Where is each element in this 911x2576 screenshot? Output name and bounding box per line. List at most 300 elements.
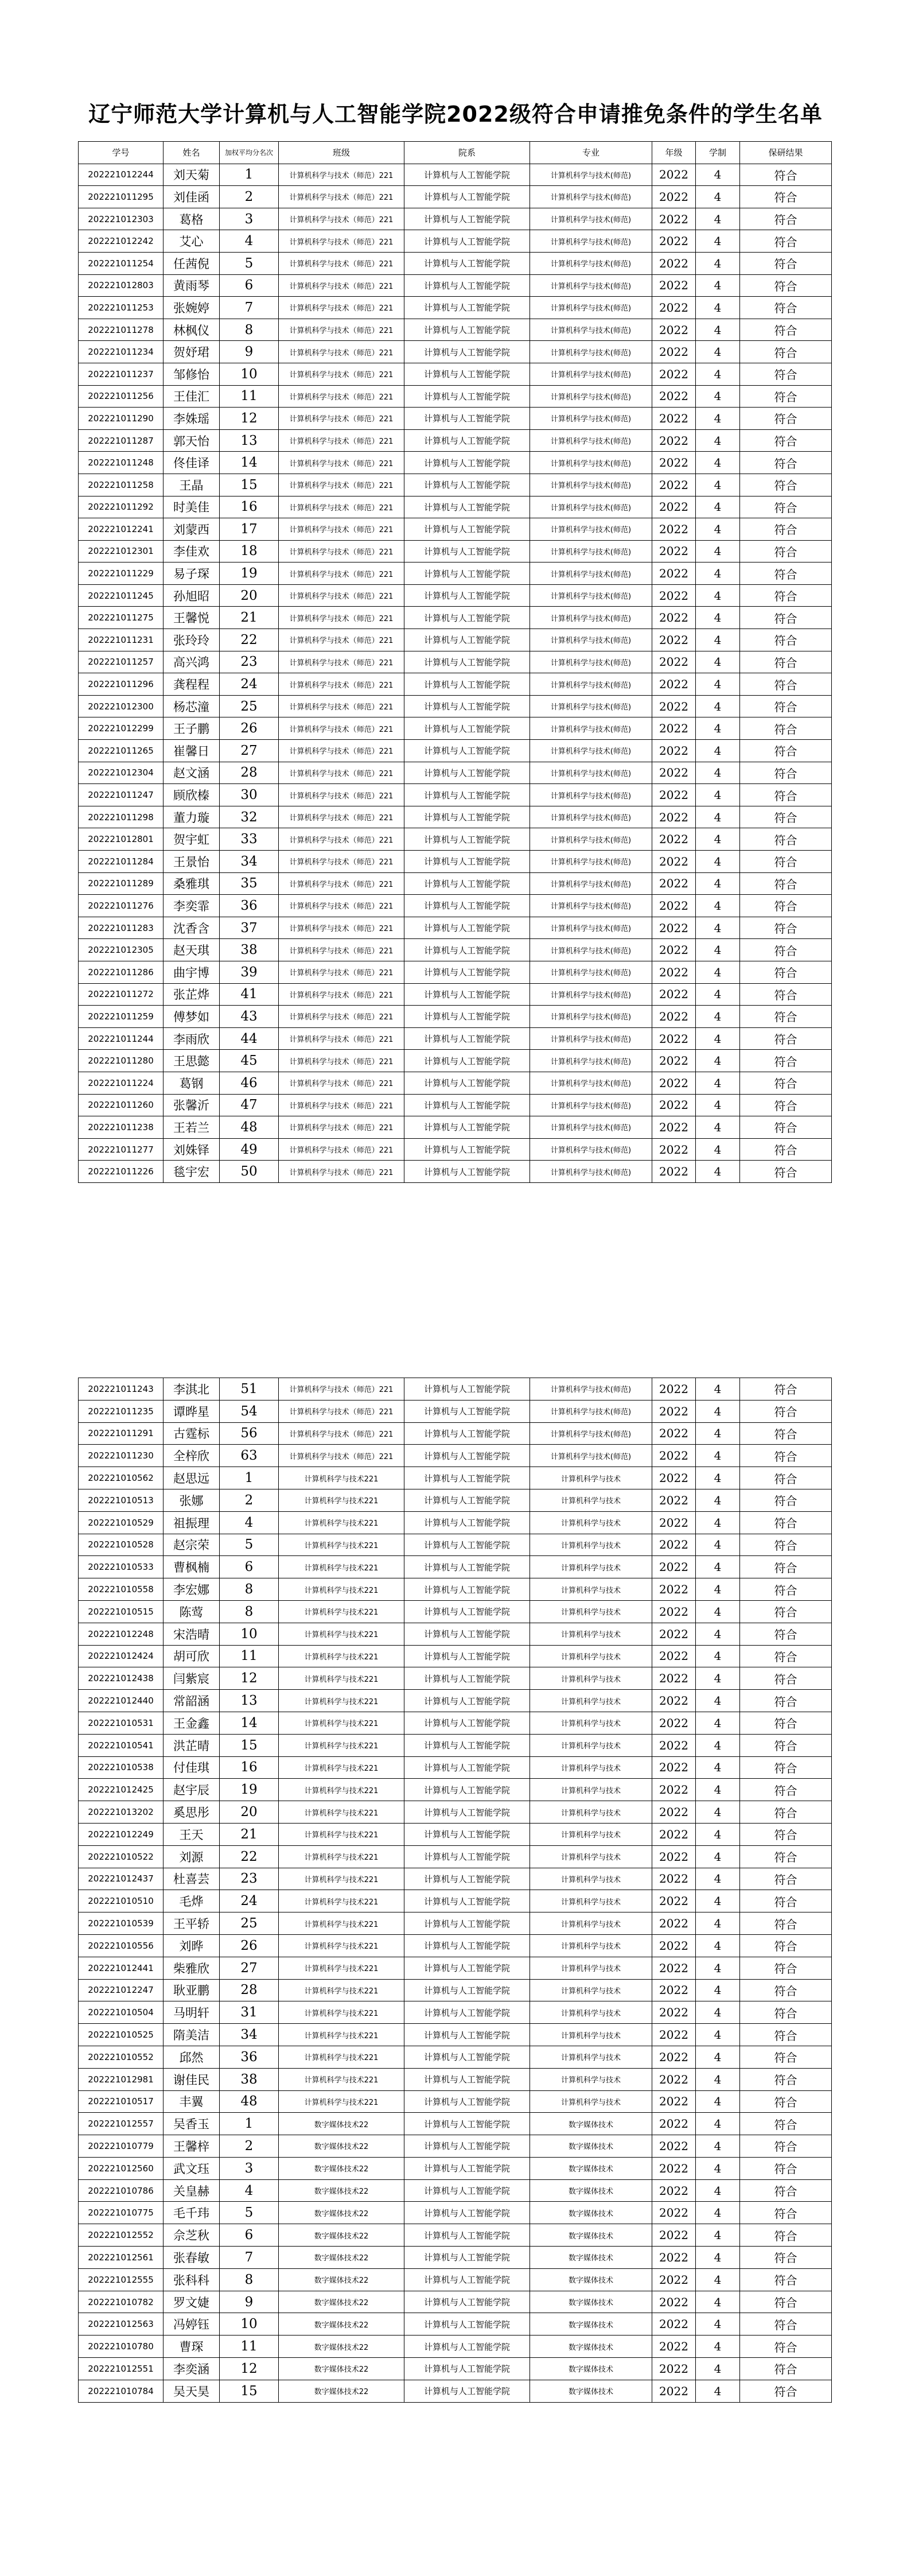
rank-cell: 12 <box>220 1667 279 1690</box>
rank-cell: 11 <box>220 1645 279 1667</box>
major-cell: 计算机科学与技术(师范) <box>530 1400 652 1422</box>
grade-cell: 2022 <box>652 1556 696 1578</box>
rank-cell: 8 <box>220 319 279 341</box>
major-cell: 计算机科学与技术(师范) <box>530 917 652 939</box>
grade-cell: 2022 <box>652 2001 696 2024</box>
school-cell: 计算机与人工智能学院 <box>404 2024 530 2046</box>
result-cell: 符合 <box>740 1779 832 1801</box>
class-cell: 计算机科学与技术221 <box>279 1623 404 1645</box>
student-id-cell: 202221012300 <box>79 695 163 717</box>
class-cell: 计算机科学与技术（师范）221 <box>279 341 404 363</box>
student-id-cell: 202221012247 <box>79 1979 163 2001</box>
major-cell: 计算机科学与技术 <box>530 1556 652 1578</box>
class-cell: 计算机科学与技术（师范）221 <box>279 230 404 253</box>
school-cell: 计算机与人工智能学院 <box>404 2179 530 2202</box>
table-row <box>79 2113 832 2135</box>
rank-cell: 37 <box>220 917 279 939</box>
rank-cell: 4 <box>220 230 279 253</box>
grade-cell: 2022 <box>652 2046 696 2068</box>
table-row <box>79 408 832 430</box>
table-row <box>79 1161 832 1183</box>
grade-cell: 2022 <box>652 1138 696 1161</box>
program-length-cell: 4 <box>696 2001 740 2024</box>
student-name-cell: 易子琛 <box>163 562 220 585</box>
table-row <box>79 1734 832 1756</box>
result-cell: 符合 <box>740 2068 832 2090</box>
rank-cell: 26 <box>220 717 279 740</box>
school-cell: 计算机与人工智能学院 <box>404 341 530 363</box>
result-cell: 符合 <box>740 1645 832 1667</box>
major-cell: 数字媒体技术 <box>530 2113 652 2135</box>
student-id-cell: 202221012557 <box>79 2113 163 2135</box>
student-id-cell: 202221012981 <box>79 2068 163 2090</box>
major-cell: 计算机科学与技术(师范) <box>530 452 652 474</box>
table-row <box>79 2001 832 2024</box>
class-cell: 计算机科学与技术221 <box>279 2090 404 2113</box>
document-title: 辽宁师范大学计算机与人工智能学院2022级符合申请推免条件的学生名单 <box>88 102 823 127</box>
student-name-cell: 吴香玉 <box>163 2113 220 2135</box>
student-name-cell: 张春敏 <box>163 2247 220 2269</box>
school-cell: 计算机与人工智能学院 <box>404 1050 530 1072</box>
student-id-cell: 202221010510 <box>79 1890 163 1912</box>
student-id-cell: 202221010780 <box>79 2336 163 2358</box>
rank-cell: 1 <box>220 1467 279 1489</box>
result-cell: 符合 <box>740 2224 832 2247</box>
school-cell: 计算机与人工智能学院 <box>404 2157 530 2179</box>
rank-cell: 48 <box>220 1116 279 1139</box>
program-length-cell: 4 <box>696 2336 740 2358</box>
table-row <box>79 1400 832 1422</box>
student-id-cell: 202221011256 <box>79 385 163 408</box>
class-cell: 计算机科学与技术221 <box>279 1868 404 1890</box>
major-cell: 计算机科学与技术(师范) <box>530 363 652 385</box>
class-cell: 计算机科学与技术（师范）221 <box>279 828 404 851</box>
rank-cell: 22 <box>220 1845 279 1868</box>
class-cell: 计算机科学与技术（师范）221 <box>279 851 404 873</box>
result-cell: 符合 <box>740 1050 832 1072</box>
result-cell: 符合 <box>740 1445 832 1467</box>
table-row <box>79 1801 832 1824</box>
student-id-cell: 202221011243 <box>79 1378 163 1400</box>
grade-cell: 2022 <box>652 1378 696 1400</box>
rank-cell: 21 <box>220 1823 279 1845</box>
student-id-cell: 202221010775 <box>79 2202 163 2224</box>
rank-cell: 39 <box>220 961 279 983</box>
class-cell: 计算机科学与技术221 <box>279 1934 404 1957</box>
table-row <box>79 895 832 917</box>
major-cell: 计算机科学与技术(师范) <box>530 1445 652 1467</box>
rank-cell: 3 <box>220 2157 279 2179</box>
student-id-cell: 202221010556 <box>79 1934 163 1957</box>
class-cell: 计算机科学与技术221 <box>279 1690 404 1712</box>
school-cell: 计算机与人工智能学院 <box>404 1779 530 1801</box>
student-name-cell: 赵文涵 <box>163 762 220 784</box>
school-cell: 计算机与人工智能学院 <box>404 230 530 253</box>
student-name-cell: 董力璇 <box>163 806 220 828</box>
class-cell: 计算机科学与技术（师范）221 <box>279 1072 404 1094</box>
program-length-cell: 4 <box>696 1600 740 1623</box>
student-id-cell: 202221012425 <box>79 1779 163 1801</box>
rank-cell: 13 <box>220 1690 279 1712</box>
grade-cell: 2022 <box>652 2291 696 2313</box>
student-id-cell: 202221010784 <box>79 2380 163 2402</box>
result-cell: 符合 <box>740 1957 832 1979</box>
result-cell: 符合 <box>740 2358 832 2380</box>
result-cell: 符合 <box>740 2001 832 2024</box>
major-cell: 计算机科学与技术(师范) <box>530 540 652 562</box>
major-cell: 计算机科学与技术(师范) <box>530 319 652 341</box>
student-name-cell: 艾心 <box>163 230 220 253</box>
result-cell: 符合 <box>740 562 832 585</box>
rank-cell: 8 <box>220 1578 279 1601</box>
student-name-cell: 王若兰 <box>163 1116 220 1139</box>
school-cell: 计算机与人工智能学院 <box>404 1006 530 1028</box>
result-cell: 符合 <box>740 2202 832 2224</box>
class-cell: 计算机科学与技术（师范）221 <box>279 1006 404 1028</box>
program-length-cell: 4 <box>696 408 740 430</box>
rank-cell: 6 <box>220 1556 279 1578</box>
grade-cell: 2022 <box>652 518 696 541</box>
rank-cell: 25 <box>220 695 279 717</box>
major-cell: 计算机科学与技术 <box>530 1957 652 1979</box>
class-cell: 计算机科学与技术（师范）221 <box>279 629 404 651</box>
class-cell: 计算机科学与技术221 <box>279 1511 404 1534</box>
rank-cell: 25 <box>220 1912 279 1935</box>
program-length-cell: 4 <box>696 1050 740 1072</box>
rank-cell: 35 <box>220 872 279 895</box>
grade-cell: 2022 <box>652 297 696 319</box>
major-cell: 计算机科学与技术(师范) <box>530 274 652 297</box>
result-cell: 符合 <box>740 496 832 518</box>
student-id-cell: 202221010525 <box>79 2024 163 2046</box>
program-length-cell: 4 <box>696 939 740 961</box>
school-cell: 计算机与人工智能学院 <box>404 2336 530 2358</box>
rank-cell: 36 <box>220 895 279 917</box>
result-cell: 符合 <box>740 1027 832 1050</box>
grade-cell: 2022 <box>652 1979 696 2001</box>
student-id-cell: 202221011284 <box>79 851 163 873</box>
grade-cell: 2022 <box>652 784 696 806</box>
school-cell: 计算机与人工智能学院 <box>404 1072 530 1094</box>
major-cell: 计算机科学与技术(师范) <box>530 1161 652 1183</box>
table-row <box>79 851 832 873</box>
school-cell: 计算机与人工智能学院 <box>404 740 530 762</box>
student-id-cell: 202221012303 <box>79 208 163 230</box>
school-cell: 计算机与人工智能学院 <box>404 1645 530 1667</box>
program-length-cell: 4 <box>696 2046 740 2068</box>
class-cell: 数字媒体技术22 <box>279 2202 404 2224</box>
result-cell: 符合 <box>740 385 832 408</box>
student-id-cell: 202221012560 <box>79 2157 163 2179</box>
result-cell: 符合 <box>740 2268 832 2291</box>
student-table-page-2 <box>78 1378 832 2403</box>
student-id-cell: 202221010552 <box>79 2046 163 2068</box>
major-cell: 计算机科学与技术(师范) <box>530 429 652 452</box>
student-id-cell: 202221011298 <box>79 806 163 828</box>
student-id-cell: 202221012241 <box>79 518 163 541</box>
result-cell: 符合 <box>740 983 832 1006</box>
grade-cell: 2022 <box>652 164 696 186</box>
student-name-cell: 赵宗荣 <box>163 1534 220 1556</box>
table-row <box>79 695 832 717</box>
school-cell: 计算机与人工智能学院 <box>404 452 530 474</box>
student-name-cell: 沈香含 <box>163 917 220 939</box>
major-cell: 计算机科学与技术 <box>530 1712 652 1734</box>
major-cell: 计算机科学与技术(师范) <box>530 673 652 696</box>
rank-cell: 15 <box>220 2380 279 2402</box>
class-cell: 计算机科学与技术（师范）221 <box>279 297 404 319</box>
result-cell: 符合 <box>740 2046 832 2068</box>
major-cell: 计算机科学与技术(师范) <box>530 385 652 408</box>
program-length-cell: 4 <box>696 1979 740 2001</box>
program-length-cell: 4 <box>696 341 740 363</box>
result-cell: 符合 <box>740 1801 832 1824</box>
table-row <box>79 1116 832 1139</box>
student-id-cell: 202221011254 <box>79 252 163 274</box>
school-cell: 计算机与人工智能学院 <box>404 2090 530 2113</box>
student-id-cell: 202221010786 <box>79 2179 163 2202</box>
result-cell: 符合 <box>740 2380 832 2402</box>
program-length-cell: 4 <box>696 2380 740 2402</box>
table-row <box>79 2358 832 2380</box>
grade-cell: 2022 <box>652 740 696 762</box>
class-cell: 计算机科学与技术（师范）221 <box>279 319 404 341</box>
student-name-cell: 张芷烨 <box>163 983 220 1006</box>
class-cell: 计算机科学与技术（师范）221 <box>279 518 404 541</box>
program-length-cell: 4 <box>696 651 740 673</box>
major-cell: 计算机科学与技术 <box>530 1823 652 1845</box>
program-length-cell: 4 <box>696 2113 740 2135</box>
result-cell: 符合 <box>740 784 832 806</box>
table-row <box>79 1823 832 1845</box>
student-id-cell: 202221011235 <box>79 1400 163 1422</box>
grade-cell: 2022 <box>652 252 696 274</box>
header-grade: 年级 <box>652 142 696 164</box>
table-row <box>79 341 832 363</box>
school-cell: 计算机与人工智能学院 <box>404 762 530 784</box>
grade-cell: 2022 <box>652 496 696 518</box>
major-cell: 计算机科学与技术 <box>530 2068 652 2090</box>
rank-cell: 15 <box>220 474 279 496</box>
student-id-cell: 202221010779 <box>79 2135 163 2158</box>
student-name-cell: 贺宇虹 <box>163 828 220 851</box>
result-cell: 符合 <box>740 1556 832 1578</box>
program-length-cell: 4 <box>696 673 740 696</box>
grade-cell: 2022 <box>652 1467 696 1489</box>
program-length-cell: 4 <box>696 2202 740 2224</box>
school-cell: 计算机与人工智能学院 <box>404 1934 530 1957</box>
student-name-cell: 刘晔 <box>163 1934 220 1957</box>
student-id-cell: 202221011224 <box>79 1072 163 1094</box>
class-cell: 计算机科学与技术（师范）221 <box>279 1116 404 1139</box>
student-name-cell: 张科科 <box>163 2268 220 2291</box>
school-cell: 计算机与人工智能学院 <box>404 1511 530 1534</box>
table-row <box>79 1845 832 1868</box>
school-cell: 计算机与人工智能学院 <box>404 1378 530 1400</box>
class-cell: 计算机科学与技术（师范）221 <box>279 408 404 430</box>
student-name-cell: 胡可欣 <box>163 1645 220 1667</box>
grade-cell: 2022 <box>652 1445 696 1467</box>
class-cell: 计算机科学与技术221 <box>279 1534 404 1556</box>
program-length-cell: 4 <box>696 917 740 939</box>
major-cell: 计算机科学与技术 <box>530 1600 652 1623</box>
major-cell: 计算机科学与技术(师范) <box>530 230 652 253</box>
major-cell: 计算机科学与技术 <box>530 1645 652 1667</box>
student-name-cell: 李宏娜 <box>163 1578 220 1601</box>
major-cell: 计算机科学与技术(师范) <box>530 629 652 651</box>
grade-cell: 2022 <box>652 2336 696 2358</box>
student-name-cell: 刘姝铎 <box>163 1138 220 1161</box>
table-header-row <box>79 142 832 164</box>
table-row <box>79 1511 832 1534</box>
school-cell: 计算机与人工智能学院 <box>404 252 530 274</box>
grade-cell: 2022 <box>652 562 696 585</box>
grade-cell: 2022 <box>652 1801 696 1824</box>
result-cell: 符合 <box>740 1823 832 1845</box>
school-cell: 计算机与人工智能学院 <box>404 1489 530 1511</box>
grade-cell: 2022 <box>652 717 696 740</box>
student-name-cell: 王子鹏 <box>163 717 220 740</box>
result-cell: 符合 <box>740 1378 832 1400</box>
result-cell: 符合 <box>740 1712 832 1734</box>
table-row <box>79 1934 832 1957</box>
table-row <box>79 1445 832 1467</box>
result-cell: 符合 <box>740 961 832 983</box>
major-cell: 数字媒体技术 <box>530 2268 652 2291</box>
student-name-cell: 刘天菊 <box>163 164 220 186</box>
school-cell: 计算机与人工智能学院 <box>404 1027 530 1050</box>
result-cell: 符合 <box>740 2179 832 2202</box>
rank-cell: 32 <box>220 806 279 828</box>
student-id-cell: 202221012244 <box>79 164 163 186</box>
table-row <box>79 1779 832 1801</box>
student-name-cell: 孙旭昭 <box>163 584 220 607</box>
table-row <box>79 961 832 983</box>
result-cell: 符合 <box>740 274 832 297</box>
table-row <box>79 1556 832 1578</box>
school-cell: 计算机与人工智能学院 <box>404 695 530 717</box>
result-cell: 符合 <box>740 1161 832 1183</box>
grade-cell: 2022 <box>652 186 696 208</box>
rank-cell: 23 <box>220 1868 279 1890</box>
program-length-cell: 4 <box>696 983 740 1006</box>
school-cell: 计算机与人工智能学院 <box>404 1161 530 1183</box>
major-cell: 计算机科学与技术(师范) <box>530 341 652 363</box>
school-cell: 计算机与人工智能学院 <box>404 2046 530 2068</box>
rank-cell: 43 <box>220 1006 279 1028</box>
student-id-cell: 202221012438 <box>79 1667 163 1690</box>
student-name-cell: 李佳欢 <box>163 540 220 562</box>
program-length-cell: 4 <box>696 1690 740 1712</box>
table-row <box>79 1578 832 1601</box>
grade-cell: 2022 <box>652 1511 696 1534</box>
result-cell: 符合 <box>740 1868 832 1890</box>
school-cell: 计算机与人工智能学院 <box>404 2224 530 2247</box>
student-name-cell: 佟佳译 <box>163 452 220 474</box>
student-id-cell: 202221011291 <box>79 1422 163 1445</box>
student-name-cell: 李姝瑶 <box>163 408 220 430</box>
grade-cell: 2022 <box>652 1934 696 1957</box>
grade-cell: 2022 <box>652 1912 696 1935</box>
class-cell: 计算机科学与技术221 <box>279 1823 404 1845</box>
major-cell: 计算机科学与技术(师范) <box>530 851 652 873</box>
grade-cell: 2022 <box>652 1868 696 1890</box>
grade-cell: 2022 <box>652 2380 696 2402</box>
school-cell: 计算机与人工智能学院 <box>404 828 530 851</box>
school-cell: 计算机与人工智能学院 <box>404 1801 530 1824</box>
result-cell: 符合 <box>740 1116 832 1139</box>
program-length-cell: 4 <box>696 961 740 983</box>
grade-cell: 2022 <box>652 806 696 828</box>
grade-cell: 2022 <box>652 1645 696 1667</box>
class-cell: 计算机科学与技术（师范）221 <box>279 1138 404 1161</box>
student-name-cell: 柴雅欣 <box>163 1957 220 1979</box>
school-cell: 计算机与人工智能学院 <box>404 1600 530 1623</box>
major-cell: 计算机科学与技术(师范) <box>530 651 652 673</box>
class-cell: 计算机科学与技术221 <box>279 2024 404 2046</box>
major-cell: 计算机科学与技术(师范) <box>530 562 652 585</box>
major-cell: 计算机科学与技术 <box>530 1623 652 1645</box>
header-major: 专业 <box>530 142 652 164</box>
class-cell: 计算机科学与技术221 <box>279 1756 404 1779</box>
result-cell: 符合 <box>740 474 832 496</box>
table-row <box>79 2268 832 2291</box>
result-cell: 符合 <box>740 363 832 385</box>
grade-cell: 2022 <box>652 584 696 607</box>
school-cell: 计算机与人工智能学院 <box>404 2113 530 2135</box>
table-row <box>79 939 832 961</box>
major-cell: 计算机科学与技术(师范) <box>530 518 652 541</box>
result-cell: 符合 <box>740 806 832 828</box>
program-length-cell: 4 <box>696 1578 740 1601</box>
program-length-cell: 4 <box>696 2024 740 2046</box>
class-cell: 计算机科学与技术221 <box>279 2068 404 2090</box>
class-cell: 计算机科学与技术（师范）221 <box>279 1378 404 1400</box>
student-name-cell: 毛千玮 <box>163 2202 220 2224</box>
table-row <box>79 2090 832 2113</box>
school-cell: 计算机与人工智能学院 <box>404 1957 530 1979</box>
student-id-cell: 202221012248 <box>79 1623 163 1645</box>
table-row <box>79 452 832 474</box>
student-name-cell: 邱然 <box>163 2046 220 2068</box>
program-length-cell: 4 <box>696 2291 740 2313</box>
table-row <box>79 2068 832 2090</box>
result-cell: 符合 <box>740 917 832 939</box>
school-cell: 计算机与人工智能学院 <box>404 1094 530 1116</box>
student-id-cell: 202221010522 <box>79 1845 163 1868</box>
result-cell: 符合 <box>740 1400 832 1422</box>
student-id-cell: 202221011265 <box>79 740 163 762</box>
grade-cell: 2022 <box>652 1623 696 1645</box>
student-name-cell: 闫紫宸 <box>163 1667 220 1690</box>
rank-cell: 12 <box>220 408 279 430</box>
student-id-cell: 202221011280 <box>79 1050 163 1072</box>
rank-cell: 36 <box>220 2046 279 2068</box>
program-length-cell: 4 <box>696 1116 740 1139</box>
result-cell: 符合 <box>740 2024 832 2046</box>
table-row <box>79 2291 832 2313</box>
student-name-cell: 赵思远 <box>163 1467 220 1489</box>
result-cell: 符合 <box>740 740 832 762</box>
grade-cell: 2022 <box>652 2313 696 2336</box>
student-id-cell: 202221010533 <box>79 1556 163 1578</box>
student-id-cell: 202221011258 <box>79 474 163 496</box>
grade-cell: 2022 <box>652 2247 696 2269</box>
student-name-cell: 张娜 <box>163 1489 220 1511</box>
student-name-cell: 顾欣榛 <box>163 784 220 806</box>
program-length-cell: 4 <box>696 1489 740 1511</box>
school-cell: 计算机与人工智能学院 <box>404 1445 530 1467</box>
